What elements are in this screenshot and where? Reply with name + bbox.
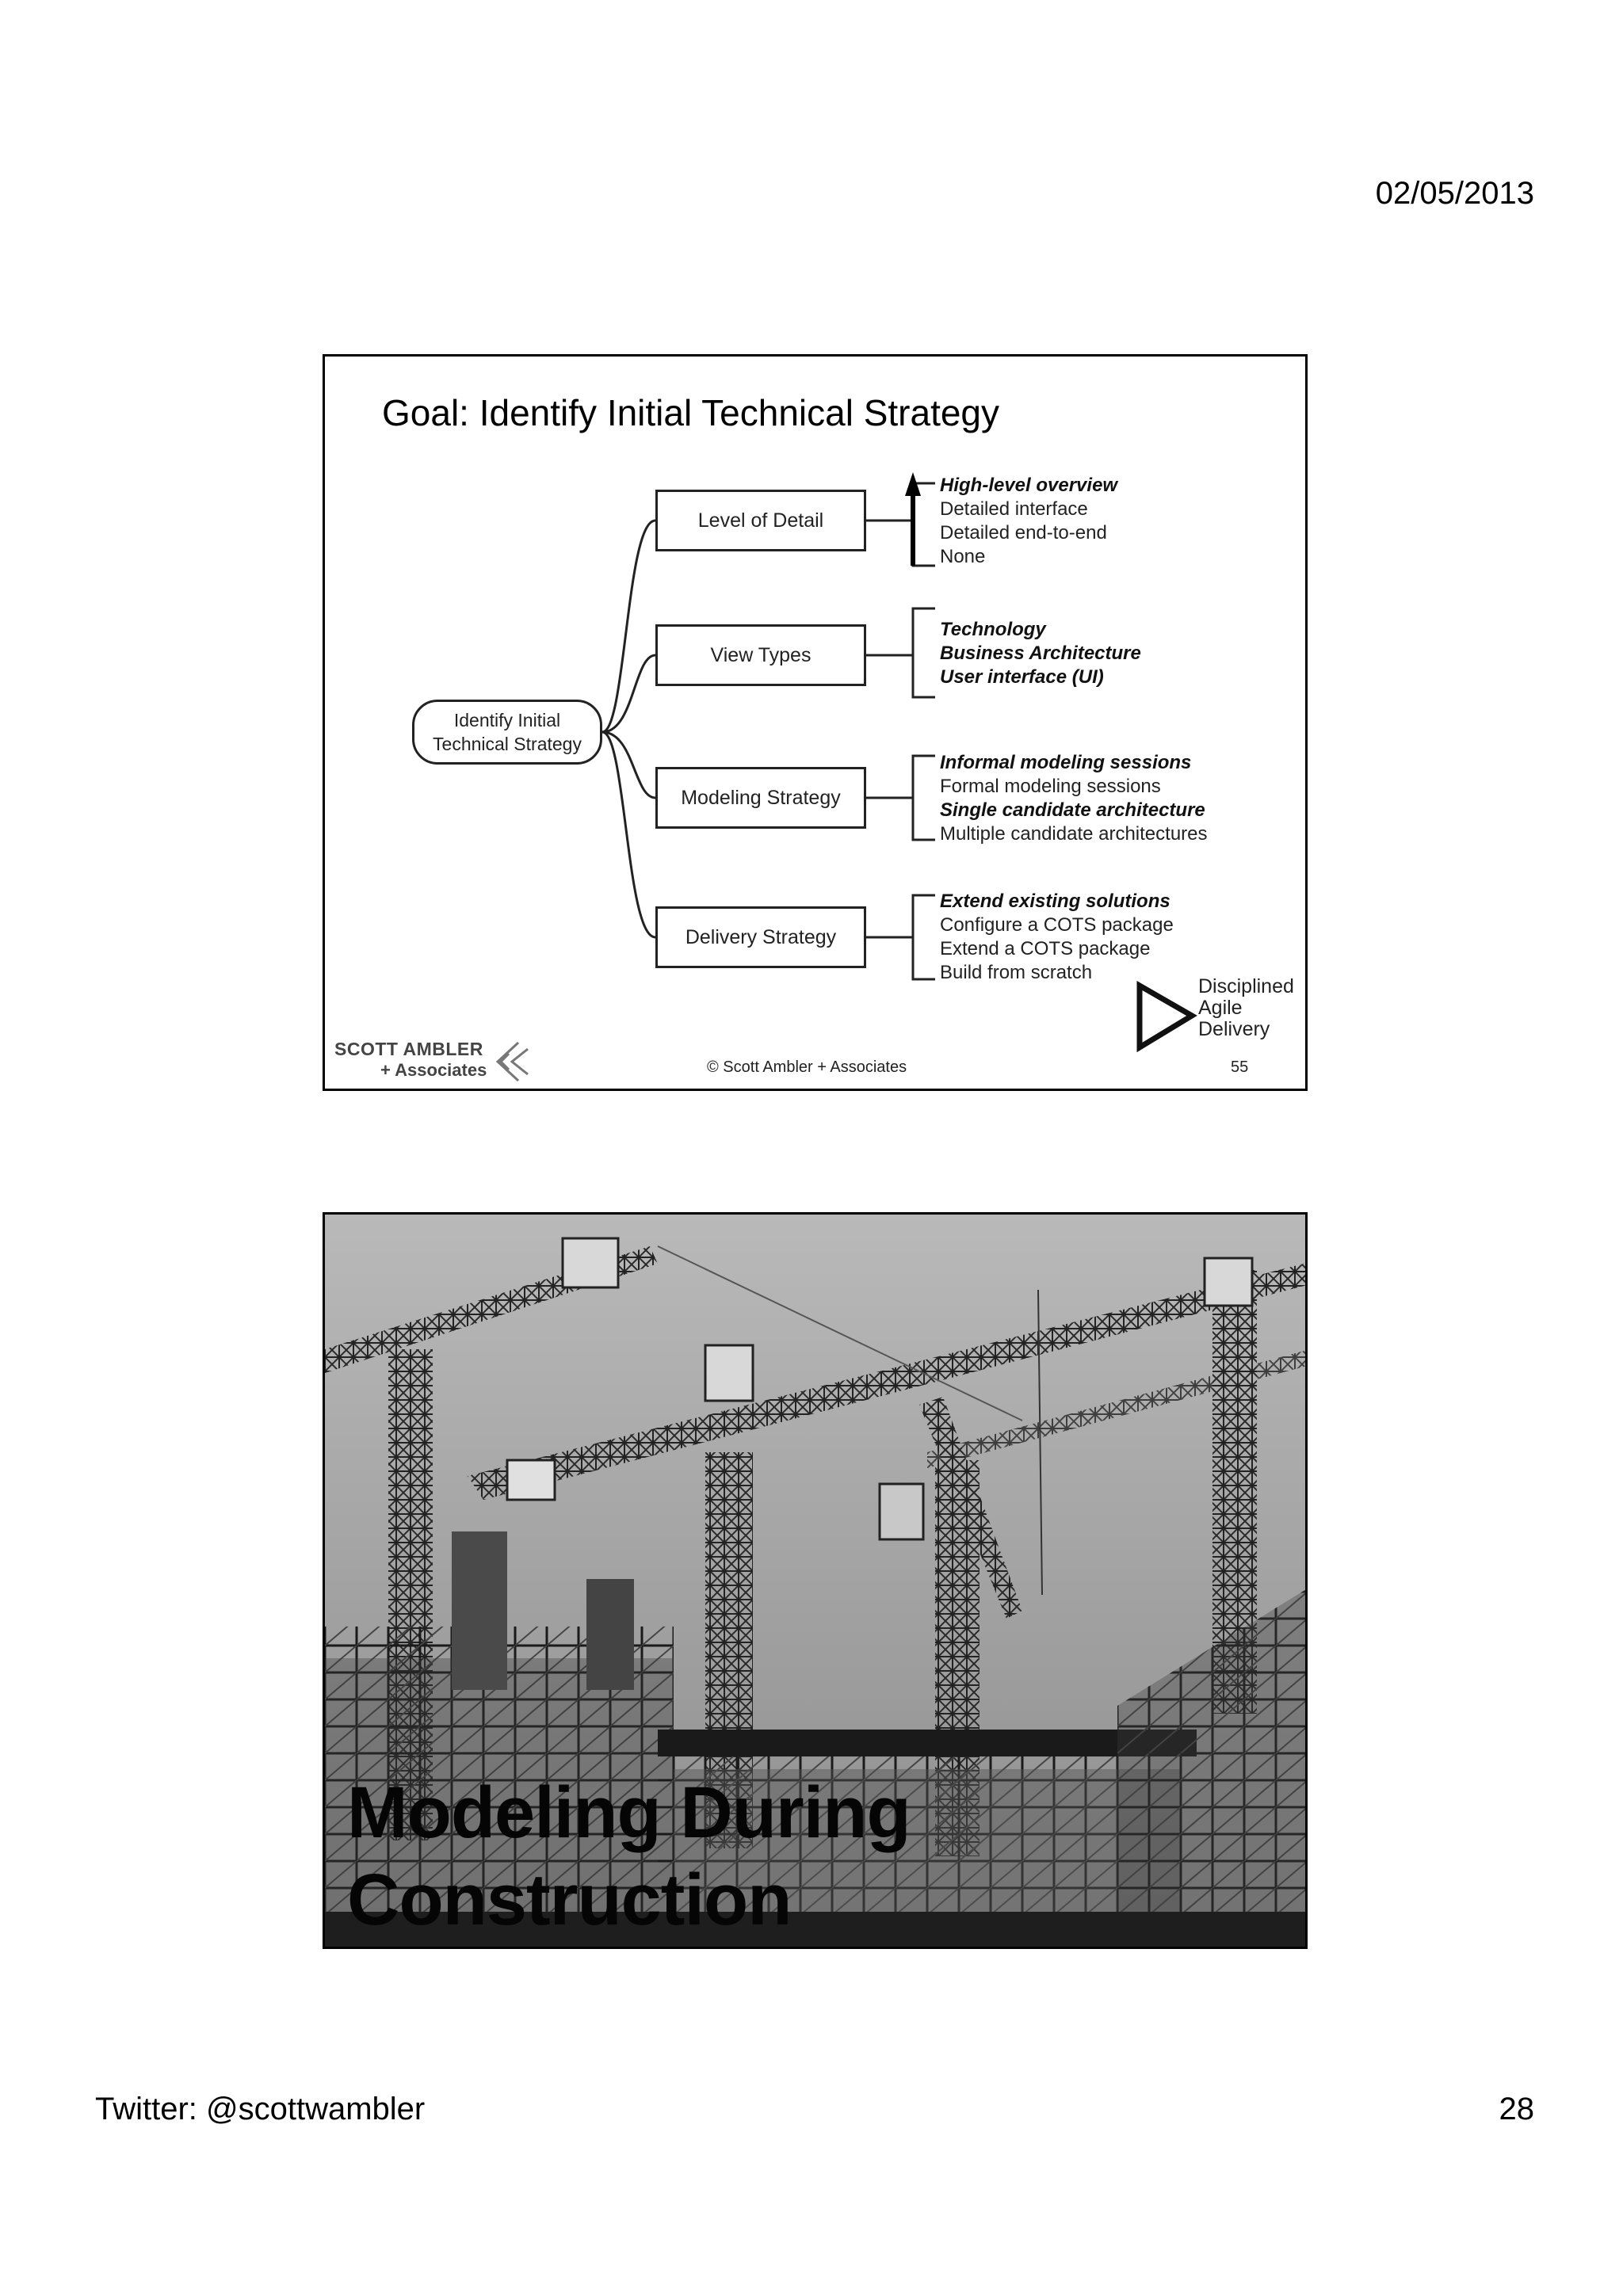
option: None xyxy=(940,546,986,567)
option: Extend existing solutions xyxy=(940,891,1170,912)
page-number: 28 xyxy=(1499,2092,1534,2126)
slide-number: 55 xyxy=(1231,1058,1249,1076)
dad-triangle-icon xyxy=(1135,981,1198,1052)
company-logo-name: SCOTT AMBLER xyxy=(334,1039,483,1059)
branch-level-of-detail: Level of Detail xyxy=(655,490,866,551)
company-logo-associates: + Associates xyxy=(380,1060,487,1080)
company-logo-chevron-icon xyxy=(487,1039,534,1084)
slide-title: Goal: Identify Initial Technical Strategy xyxy=(382,392,1000,433)
root-node: Identify Initial Technical Strategy xyxy=(412,700,602,765)
options-level-of-detail xyxy=(940,474,1117,569)
option: Formal modeling sessions xyxy=(940,776,1161,797)
dad-logo-text xyxy=(1198,976,1294,1040)
slide-title xyxy=(347,1769,911,1943)
option: Build from scratch xyxy=(940,962,1093,983)
options-delivery-strategy xyxy=(940,890,1174,985)
options-modeling-strategy xyxy=(940,751,1208,846)
dad-word: Agile xyxy=(1198,997,1243,1019)
page-date: 02/05/2013 xyxy=(1375,176,1534,211)
option: Informal modeling sessions xyxy=(940,752,1192,773)
option: High-level overview xyxy=(940,475,1118,496)
copyright-text: © Scott Ambler + Associates xyxy=(707,1058,907,1076)
option: Extend a COTS package xyxy=(940,938,1151,959)
option: Multiple candidate architectures xyxy=(940,823,1208,845)
option: Detailed interface xyxy=(940,498,1088,520)
twitter-handle: Twitter: @scottwambler xyxy=(95,2092,426,2126)
options-view-types xyxy=(940,618,1141,689)
slide-modeling-during-construction xyxy=(323,1212,1308,1949)
option: User interface (UI) xyxy=(940,666,1104,688)
branch-modeling-strategy: Modeling Strategy xyxy=(655,767,866,829)
dad-word: Disciplined xyxy=(1198,975,1294,997)
option: Business Architecture xyxy=(940,643,1141,664)
option: Detailed end-to-end xyxy=(940,522,1107,543)
dad-word: Delivery xyxy=(1198,1018,1270,1040)
title-line: Construction xyxy=(347,1859,792,1940)
title-line: Modeling During xyxy=(347,1772,911,1853)
option: Technology xyxy=(940,619,1046,640)
branch-view-types: View Types xyxy=(655,624,866,686)
slide-technical-strategy xyxy=(323,354,1308,1091)
option: Configure a COTS package xyxy=(940,914,1174,936)
branch-delivery-strategy: Delivery Strategy xyxy=(655,906,866,968)
option: Single candidate architecture xyxy=(940,799,1205,821)
